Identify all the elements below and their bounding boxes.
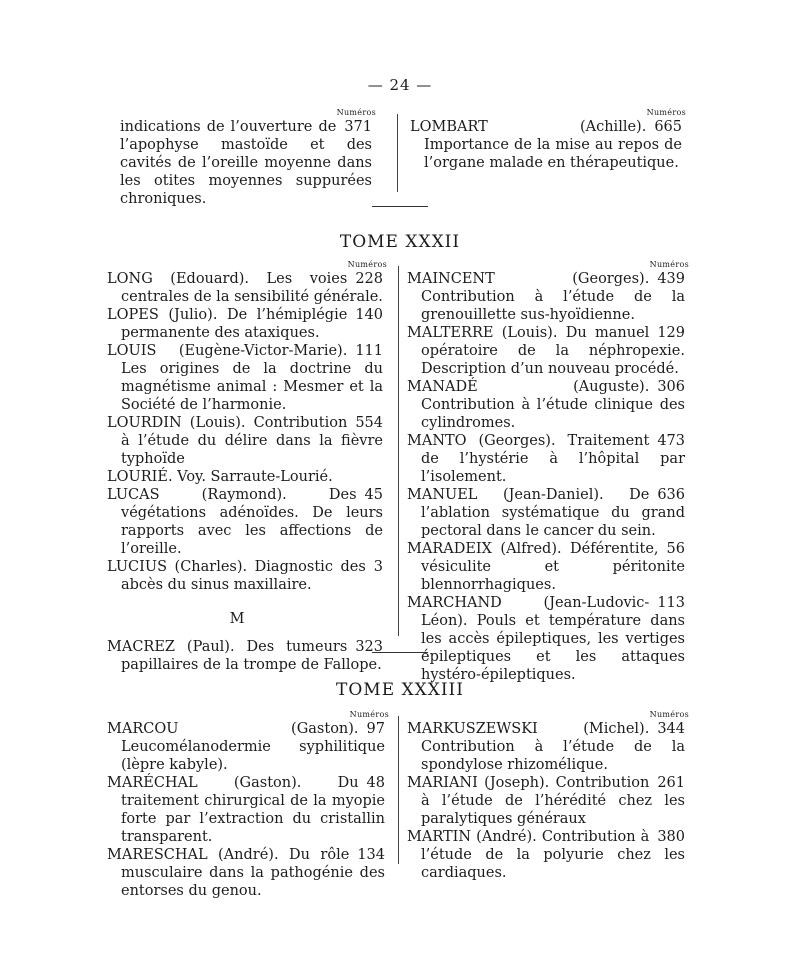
index-entry [407,324,689,378]
numeros-header: Numéros [347,260,387,269]
entry-number: 113 [657,595,685,611]
top-right-column [410,108,686,172]
numeros-header: Numéros [649,710,689,719]
section-title: TOME XXXII [339,232,461,252]
entry-text: LOURDIN (Louis). Contribution à l’étude du délire dans la fièvre typhoïde [107,415,383,467]
index-entry [407,594,689,684]
index-entry [407,378,689,432]
entry-number: 554 [355,415,383,431]
index-entry [107,414,387,468]
index-entry [407,774,689,828]
entry-text: indications de l’ouverture de l’apophyse mastoïde et des cavités de l’oreille moyenne dans les otites moyennes suppurées chroniques. [120,119,372,207]
entry-text: MACREZ (Paul). Des tumeurs papillaires de la trompe de Fallope. [107,639,382,673]
entry-number: 45 [364,487,383,503]
entry-number: 129 [657,325,685,341]
column-divider [397,114,398,192]
numeros-header: Numéros [646,108,686,117]
index-entry [107,270,387,306]
entry-number: 473 [657,433,685,449]
index-entry [107,558,387,594]
entry-number: 97 [366,721,385,737]
entry-text: MARÉCHAL (Gaston). Du traitement chirurgical de la myopie forte par l’extraction du cristallin transparent. [107,775,385,845]
entry-text: MALTERRE (Louis). Du manuel opératoire de la néphropexie. Description d’un nouveau procédé. [407,325,685,377]
entry-text: MARESCHAL (André). Du rôle musculaire dans la pathogénie des entorses du genou. [107,847,385,899]
index-entry [407,540,689,594]
entry-list [120,118,376,208]
entry-text: MARIANI (Joseph). Contribution à l’étude de l’hérédité chez les paralytiques généraux [407,775,685,827]
tome33-left-column [107,710,389,900]
entry-text: LOURIÉ. Voy. Sarraute-Lourié. [107,469,333,485]
entry-number: 344 [657,721,685,737]
entry-number: 665 [654,119,682,135]
page-number: — 24 — [367,76,433,94]
index-entry [410,118,686,172]
entry-number: 636 [657,487,685,503]
column-divider [398,716,399,864]
index-entry [407,432,689,486]
entry-text: LUCIUS (Charles). Diagnostic des abcès du sinus maxillaire. [107,559,366,593]
entry-text: LONG (Edouard). Les voies centrales de la sensibilité générale. [107,271,383,305]
entry-text: MARKUSZEWSKI (Michel). Contribution à l’étude de la spondylose rhizomélique. [407,721,685,773]
entry-number: 261 [657,775,685,791]
index-entry [407,720,689,774]
entry-text: LOMBART (Achille). Importance de la mise au repos de l’organe malade en thérapeutique. [410,119,682,171]
index-entry [107,720,389,774]
index-entry [107,468,387,486]
entry-number: 228 [355,271,383,287]
entry-text: MANADÉ (Auguste). Contribution à l’étude clinique des cylindromes. [407,379,685,431]
entry-number: 56 [666,541,685,557]
entry-text: MANUEL (Jean-Daniel). De l’ablation systématique du grand pectoral dans le cancer du sein. [407,487,685,539]
entry-number: 306 [657,379,685,395]
tome33-right-column [407,710,689,882]
letter-subheading: M [229,611,245,627]
entry-text: MARCHAND (Jean-Ludovic-Léon). Pouls et température dans les accès épileptiques, les vertiges épileptiques et les attaques hystéro-épileptiques. [407,595,685,683]
index-entry [107,846,389,900]
index-entry [107,638,387,674]
index-entry [407,270,689,324]
tome32-right-column [407,260,689,684]
index-entry [407,828,689,882]
tome32-left-column [107,260,387,674]
entry-number: 111 [355,343,383,359]
section-title: TOME XXXIII [336,680,464,700]
entry-text: LUCAS (Raymond). Des végétations adénoïdes. De leurs rapports avec les affections de l’oreille. [107,487,383,557]
numeros-header: Numéros [336,108,376,117]
numeros-header: Numéros [349,710,389,719]
index-entry [107,486,387,558]
index-entry [407,486,689,540]
entry-text: MARADEIX (Alfred). Déférentite, vésiculite et péritonite blennorrhagiques. [407,541,685,593]
column-divider [398,266,399,636]
index-entry [107,774,389,846]
index-entry [107,306,387,342]
section-rule [372,206,428,207]
entry-number: 134 [357,847,385,863]
entry-number: 140 [355,307,383,323]
entry-text: MANTO (Georges). Traitement de l’hystérie à l’hôpital par l’isolement. [407,433,685,485]
numeros-header: Numéros [649,260,689,269]
entry-number: 48 [366,775,385,791]
index-entry [120,118,376,208]
index-entry [107,342,387,414]
entry-text: MARTIN (André). Contribution à l’étude de la polyurie chez les cardiaques. [407,829,685,881]
top-left-column [120,108,376,208]
entry-text: LOUIS (Eugène-Victor-Marie). Les origines de la doctrine du magnétisme animal : Mesmer et la Société de l’harmonie. [107,343,383,413]
entry-number: 371 [344,119,372,135]
section-rule [372,652,428,653]
entry-number: 439 [657,271,685,287]
entry-text: MARCOU (Gaston). Leucomélanodermie syphilitique (lèpre kabyle). [107,721,385,773]
entry-text: MAINCENT (Georges). Contribution à l’étude de la grenouillette sus-hyoïdienne. [407,271,685,323]
entry-text: LOPES (Julio). De l’hémiplégie permanente des ataxiques. [107,307,348,341]
entry-number: 323 [355,639,383,655]
entry-number: 3 [373,559,383,575]
entry-number: 380 [657,829,685,845]
